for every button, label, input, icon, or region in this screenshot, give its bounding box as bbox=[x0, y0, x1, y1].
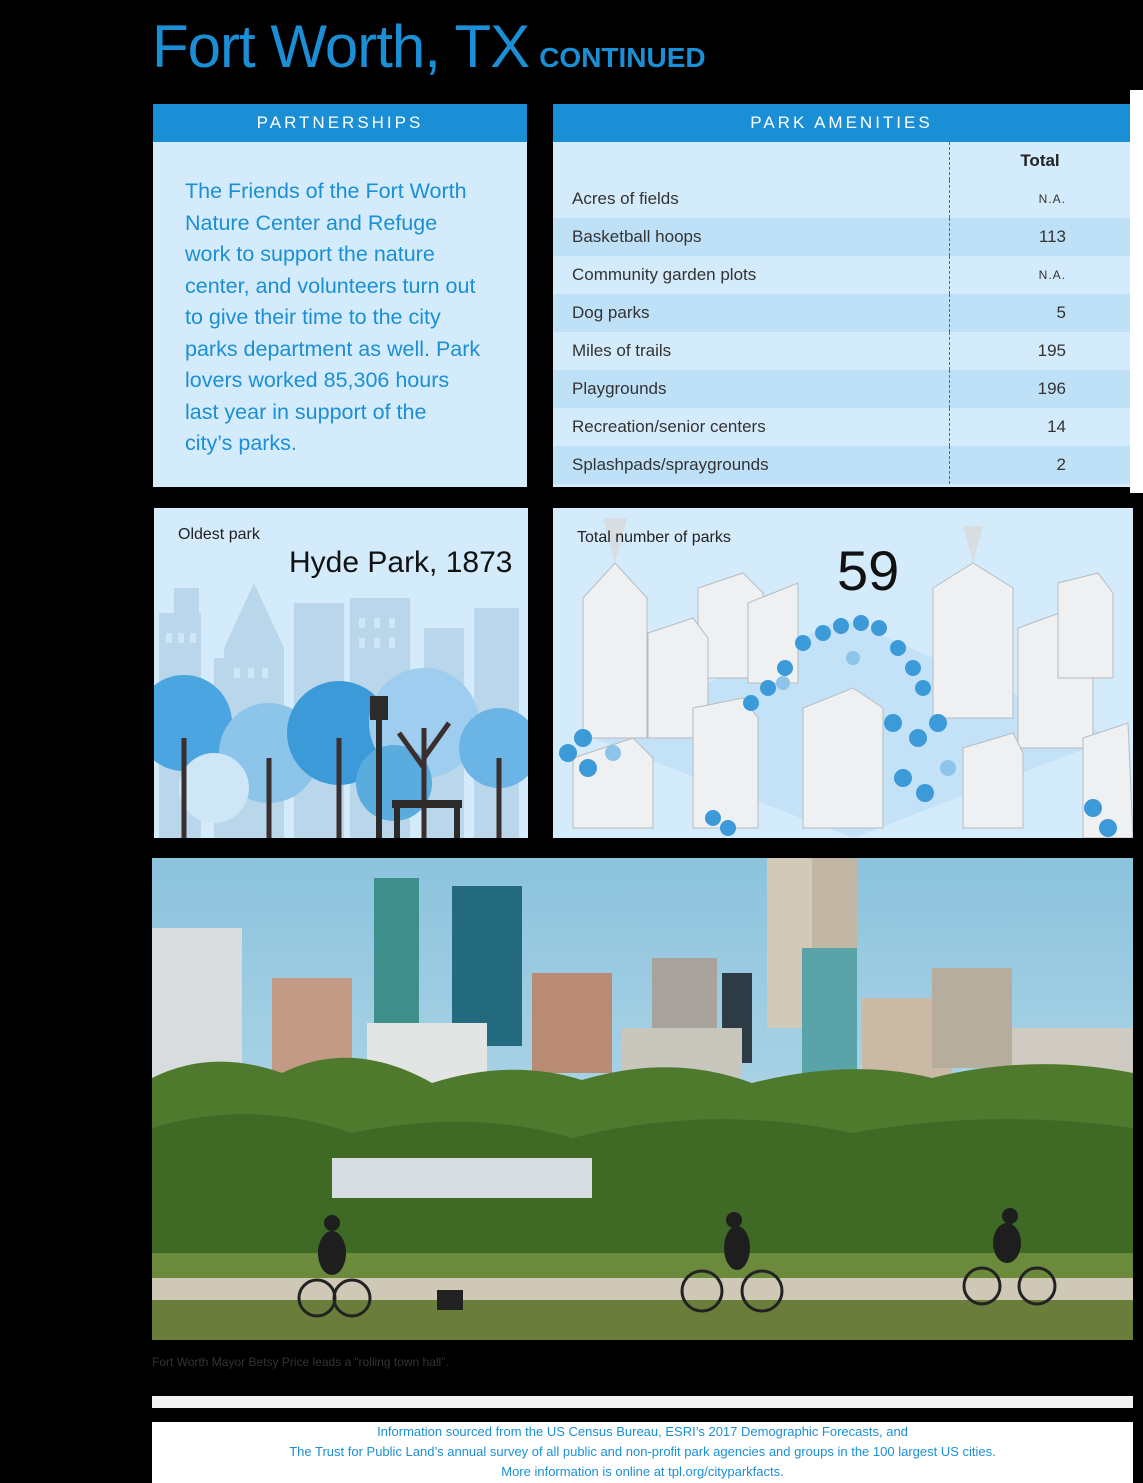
amenity-name: Playgrounds bbox=[553, 370, 950, 408]
amenity-name: Basketball hoops bbox=[553, 218, 950, 256]
table-row bbox=[553, 180, 1130, 218]
amenity-value: 5 bbox=[950, 294, 1131, 332]
page-title bbox=[152, 12, 706, 81]
partnerships-line: last year in support of the bbox=[185, 399, 427, 424]
amenity-value: 113 bbox=[950, 218, 1131, 256]
oldest-park-value: Hyde Park, 1873 bbox=[289, 546, 513, 579]
partnerships-line: city’s parks. bbox=[185, 431, 297, 455]
partnerships-line: parks department as well. Park bbox=[185, 336, 481, 361]
amenity-value: 2 bbox=[950, 446, 1131, 484]
partnerships-line: center, and volunteers turn out bbox=[185, 273, 476, 298]
partnerships-line: lovers worked 85,306 hours bbox=[185, 368, 450, 392]
table-row bbox=[553, 218, 1130, 256]
partnerships-line: The Friends of the Fort Worth bbox=[185, 179, 467, 203]
divider-bar bbox=[152, 1396, 1133, 1408]
partnerships-heading: PARTNERSHIPS bbox=[153, 104, 527, 142]
park-amenities-panel bbox=[553, 104, 1130, 487]
table-row bbox=[553, 408, 1130, 446]
table-row bbox=[553, 446, 1130, 484]
amenity-name: Dog parks bbox=[553, 294, 950, 332]
amenity-value: N.A. bbox=[1038, 268, 1066, 282]
amenity-name: Acres of fields bbox=[553, 180, 950, 218]
edge-divider bbox=[1130, 90, 1143, 493]
photo-caption: Fort Worth Mayor Betsy Price leads a “rolling town hall”. bbox=[152, 1355, 449, 1369]
amenities-table bbox=[553, 142, 1130, 484]
amenity-value: 14 bbox=[1047, 417, 1066, 436]
partnerships-line: to give their time to the city bbox=[185, 305, 441, 329]
continued-label: CONTINUED bbox=[539, 42, 706, 73]
amenity-name: Recreation/senior centers bbox=[553, 408, 950, 446]
total-column-header: Total bbox=[950, 142, 1131, 180]
amenity-name: Community garden plots bbox=[553, 256, 950, 294]
table-row bbox=[553, 370, 1130, 408]
city-title: Fort Worth, TX bbox=[152, 13, 530, 80]
amenities-heading: PARK AMENITIES bbox=[553, 104, 1130, 142]
partnerships-line: Nature Center and Refuge bbox=[185, 210, 438, 235]
amenity-name: Miles of trails bbox=[553, 332, 950, 370]
footer-line: The Trust for Public Land’s annual survey of all public and non-profit park agencies and groups in the 100 largest US cities. bbox=[289, 1444, 996, 1459]
amenity-value: 196 bbox=[950, 370, 1131, 408]
total-parks-value: 59 bbox=[837, 539, 900, 602]
amenity-name: Splashpads/spraygrounds bbox=[553, 446, 950, 484]
footer-line: More information is online at tpl.org/cityparkfacts. bbox=[501, 1464, 784, 1479]
total-parks-card bbox=[553, 508, 1133, 838]
partnerships-panel bbox=[153, 104, 527, 487]
total-parks-label: Total number of parks bbox=[577, 529, 731, 546]
source-footer bbox=[152, 1422, 1133, 1483]
oldest-park-label: Oldest park bbox=[178, 526, 260, 543]
amenity-value: N.A. bbox=[1038, 192, 1066, 206]
skyline-cyclists-photo bbox=[152, 858, 1133, 1340]
amenity-value: 195 bbox=[1037, 341, 1066, 360]
oldest-park-card bbox=[154, 508, 528, 838]
table-header-row bbox=[553, 142, 1130, 180]
table-row bbox=[553, 256, 1130, 294]
footer-line: Information sourced from the US Census Bureau, ESRI’s 2017 Demographic Forecasts, and bbox=[377, 1424, 908, 1439]
partnerships-line: work to support the nature bbox=[185, 242, 435, 266]
table-row bbox=[553, 332, 1130, 370]
table-row bbox=[553, 294, 1130, 332]
partnerships-text bbox=[153, 142, 527, 460]
